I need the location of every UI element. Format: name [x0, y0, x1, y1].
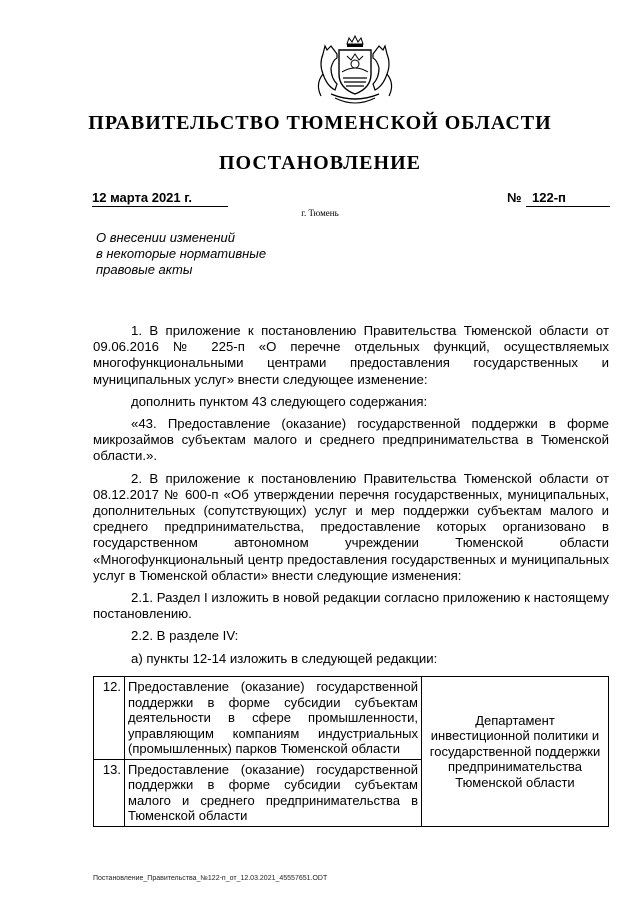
document-body	[93, 323, 609, 675]
file-footer: Постановление_Правительства_№122-п_от_12.03.2021_45557651.ODT	[93, 875, 328, 882]
row-number: 12.	[94, 677, 125, 760]
paragraph: «43. Предоставление (оказание) государственной поддержки в форме микрозаймов субъектам малого и среднего предпринимательства в Тюменской области.».	[93, 416, 609, 464]
service-cell: Предоставление (оказание) государственной поддержки в форме субсидии субъектам деятельности в сфере промышленности, управляющим компаниям индустриальных (промышленных) парков Тюменской области	[125, 677, 422, 760]
paragraph: 2.1. Раздел I изложить в новой редакции согласно приложению к настоящему постановлению.	[93, 590, 609, 622]
services-table	[93, 676, 609, 827]
paragraph: а) пункты 12-14 изложить в следующей редакции:	[131, 650, 438, 666]
paragraph: 2.2. В разделе IV:	[131, 628, 239, 644]
paragraph: 2. В приложение к постановлению Правительства Тюменской области от 08.12.2017 № 600-п «Об утверждении перечня государственных, муниципальных, дополнительных (сопутствующих) услуг и мер поддержки субъектам малого и среднего предпринимательства, предоставление которых организовано в государственном автономном учреждении Тюменской области «Многофункциональный центр предоставления государственных и муниципальных услуг в Тюменской области» внести следующие изменения:	[93, 470, 609, 583]
government-title: ПРАВИТЕЛЬСТВО ТЮМЕНСКОЙ ОБЛАСТИ	[88, 112, 552, 134]
document-type: ПОСТАНОВЛЕНИЕ	[219, 152, 421, 174]
subject-line: правовые акты	[96, 262, 193, 277]
paragraph: дополнить пунктом 43 следующего содержания:	[131, 393, 428, 409]
document-date: 12 марта 2021 г.	[92, 190, 228, 207]
coat-of-arms-icon	[311, 34, 399, 110]
department-cell: Департамент инвестиционной политики и государственной поддержки предпринимательства Тюменской области	[422, 677, 609, 827]
document-subject	[96, 230, 326, 278]
service-cell: Предоставление (оказание) государственной поддержки в форме субсидии субъектам малого и среднего предпринимательства в Тюменской области	[125, 759, 422, 826]
subject-line: О внесении изменений	[96, 230, 235, 245]
table-row	[94, 677, 609, 760]
city: г. Тюмень	[301, 208, 339, 218]
document-number: 122-п	[526, 190, 610, 207]
subject-line: в некоторые нормативные	[96, 246, 267, 261]
number-sign: №	[507, 190, 522, 205]
row-number: 13.	[94, 759, 125, 826]
paragraph: 1. В приложение к постановлению Правительства Тюменской области от 09.06.2016 № 225-п «О перечне отдельных функций, осуществляемых многофункциональными центрами предоставления государственных и муниципальных услуг» внести следующее изменение:	[93, 323, 609, 387]
